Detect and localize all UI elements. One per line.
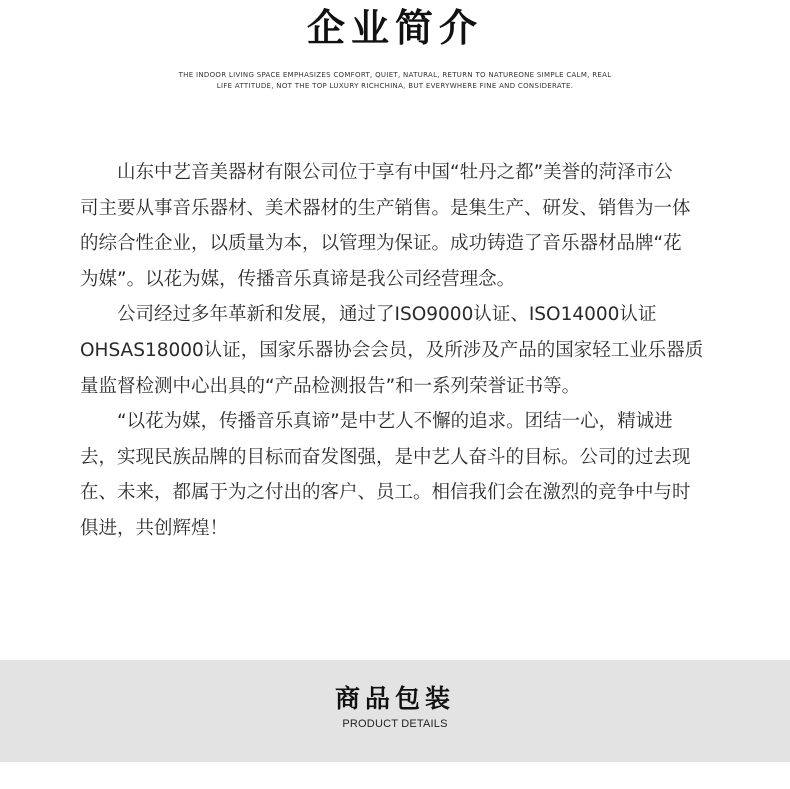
intro-line-6: OHSAS18000认证，国家乐器协会会员，及所涉及产品的国家轻工业乐器质 — [80, 339, 704, 361]
page-subtitle — [0, 70, 790, 92]
intro-line-2: 司主要从事音乐器材、美术器材的生产销售。是集生产、研发、销售为一体 — [80, 197, 691, 219]
section-title: 商品包装 — [334, 684, 455, 713]
intro-line-3: 的综合性企业，以质量为本，以管理为保证。成功铸造了音乐器材品牌“花 — [80, 233, 682, 255]
subtitle-line-2: LIFE ATTITUDE, NOT THE TOP LUXURY RICHCHINA, BUT EVERYWHERE FINE AND CONSIDERATE. — [216, 82, 574, 90]
intro-line-7: 量监督检测中心出具的“产品检测报告”和一系列荣誉证书等。 — [80, 375, 581, 397]
intro-line-10: 在、未来，都属于为之付出的客户、员工。相信我们会在激烈的竞争中与时 — [80, 482, 691, 504]
company-intro-text — [80, 155, 740, 547]
page-title: 企业简介 — [306, 5, 483, 50]
intro-line-11: 俱进，共创辉煌！ — [80, 517, 229, 539]
intro-line-5: 公司经过多年革新和发展，通过了ISO9000认证、ISO14000认证 — [80, 304, 657, 326]
intro-line-1: 山东中艺音美器材有限公司位于享有中国“牡丹之都”美誉的菏泽市公 — [80, 162, 673, 183]
intro-line-4: 为媒”。以花为媒，传播音乐真谛是我公司经营理念。 — [80, 268, 516, 290]
intro-line-9: 去，实现民族品牌的目标而奋发图强，是中艺人奋斗的目标。公司的过去现 — [80, 446, 691, 468]
intro-line-8: “以花为媒，传播音乐真谛”是中艺人不懈的追求。团结一心，精诚进 — [80, 411, 673, 433]
subtitle-line-1: THE INDOOR LIVING SPACE EMPHASIZES COMFORT, QUIET, NATURAL, RETURN TO NATUREONE SIMPLE CALM, REAL — [178, 71, 612, 79]
section-subtitle: PRODUCT DETAILS — [342, 718, 448, 730]
